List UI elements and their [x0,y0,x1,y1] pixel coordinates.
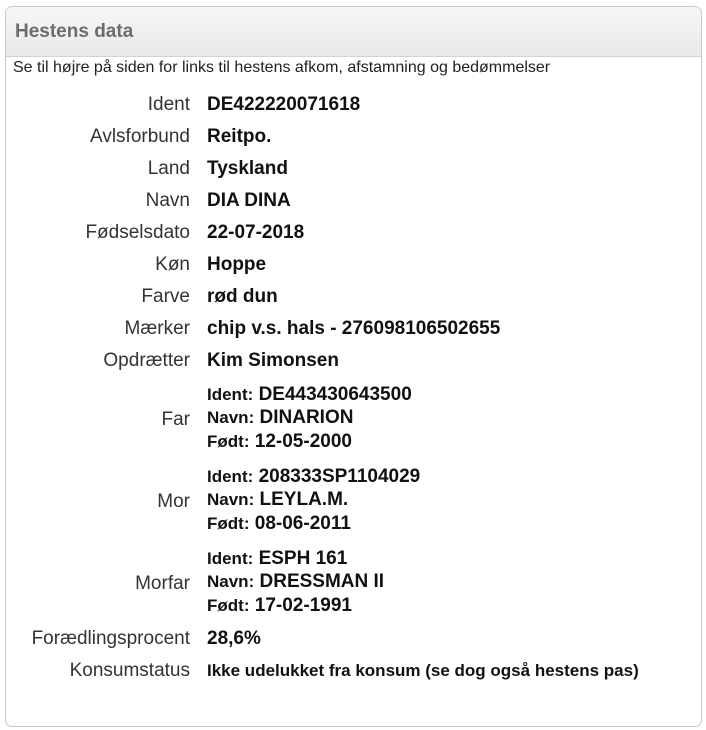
far-foedt: 12-05-2000 [254,430,352,452]
farve-label: Farve [141,286,190,307]
row-foedselsdato [0,217,639,249]
morfar-label: Morfar [135,573,190,594]
foraedlingsprocent-label: Forædlingsprocent [31,628,190,649]
row-foraedlingsprocent [0,623,639,655]
farve-value: rød dun [207,286,278,307]
far-ident-key: Ident: [207,384,254,404]
row-farve [0,281,639,313]
morfar-value [207,541,639,623]
morfar-navn-key: Navn: [207,572,255,592]
intro-text: Se til højre på siden for links til hestens afkom, afstamning og bedømmelser [13,59,551,76]
mor-navn-key: Navn: [207,490,255,510]
row-koen [0,249,639,281]
mor-ident-key: Ident: [207,466,254,486]
row-maerker [0,313,639,345]
navn-value: DIA DINA [207,190,291,211]
row-navn [0,185,639,217]
mor-ident: 208333SP1104029 [258,465,421,487]
far-ident: DE443430643500 [258,383,412,405]
maerker-value: chip v.s. hals - 276098106502655 [207,318,501,339]
avlsforbund-value: Reitpo. [207,126,272,147]
konsumstatus-label: Konsumstatus [69,660,190,681]
row-mor [0,459,639,541]
morfar-ident-key: Ident: [207,548,254,568]
mor-foedt: 08-06-2011 [254,512,351,534]
land-value: Tyskland [207,158,288,179]
row-opdraetter [0,345,639,377]
row-far [0,377,639,459]
foraedlingsprocent-value: 28,6% [207,628,261,649]
ident-value: DE422220071618 [207,94,361,115]
foedselsdato-value: 22-07-2018 [207,222,305,243]
koen-value: Hoppe [207,254,267,275]
mor-value [207,459,639,541]
mor-foedt-key: Født: [207,513,250,533]
mor-navn: LEYLA.M. [259,489,349,511]
maerker-label: Mærker [124,318,190,339]
row-avlsforbund [0,121,639,153]
morfar-foedt-key: Født: [207,595,250,615]
morfar-foedt: 17-02-1991 [254,594,352,616]
konsumstatus-value: Ikke udelukket fra konsum (se dog også hestens pas) [207,661,639,680]
land-label: Land [147,158,190,179]
panel-header [6,7,701,57]
navn-label: Navn [145,190,190,211]
row-konsumstatus [0,655,639,687]
far-navn: DINARION [259,407,354,429]
opdraetter-value: Kim Simonsen [207,350,339,371]
horse-data-table [0,89,639,687]
opdraetter-label: Opdrætter [103,350,190,371]
far-label: Far [161,409,190,430]
row-ident [0,89,639,121]
morfar-ident: ESPH 161 [258,547,348,569]
row-morfar [0,541,639,623]
koen-label: Køn [155,254,190,275]
row-land [0,153,639,185]
mor-label: Mor [157,491,190,512]
panel-title: Hestens data [15,20,134,42]
morfar-navn: DRESSMAN II [259,571,385,593]
ident-label: Ident [147,94,190,115]
far-value [207,377,639,459]
avlsforbund-label: Avlsforbund [90,126,190,147]
foedselsdato-label: Fødselsdato [85,222,190,243]
far-foedt-key: Født: [207,431,250,451]
far-navn-key: Navn: [207,408,255,428]
